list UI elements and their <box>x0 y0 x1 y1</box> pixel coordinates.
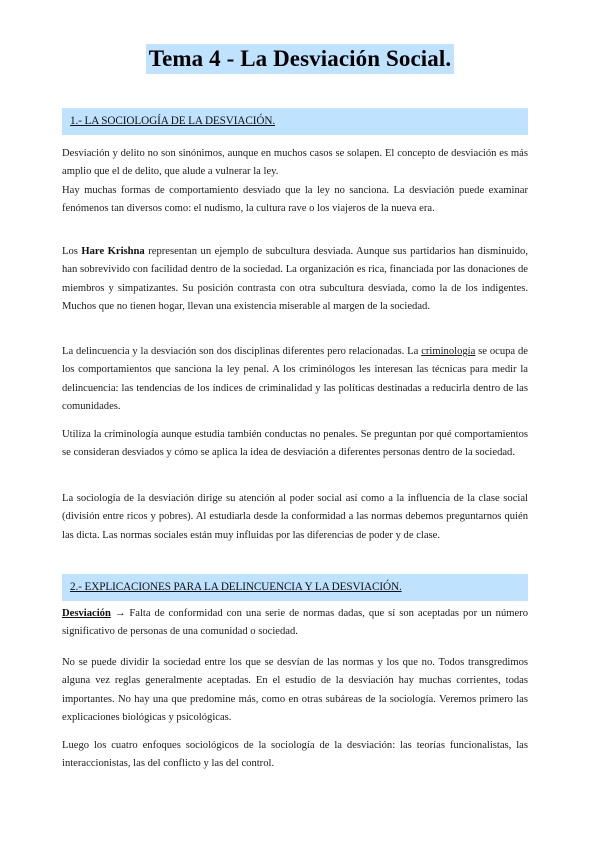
paragraph-2-2-text: No se puede dividir la sociedad entre los que se desvían de las normas y los que no. Todos transgredimos alguna vez reglas generalmente aceptadas. En el estudio de la desviación hay muchas corrientes, todas importantes. No hay una que predomine más, como en otras subáreas de la sociología. Veremos primero las explicaciones biológicas y psicológicas. <box>62 657 528 724</box>
paragraph-2-1 <box>62 605 528 642</box>
section-heading-1 <box>62 108 528 135</box>
paragraph-2-3-text: Luego los cuatro enfoques sociológicos de la sociología de la desviación: las teorías funcionalistas, las interaccionistas, las del conflicto y las del control. <box>62 740 528 770</box>
section-heading-2-text: 2.- EXPLICACIONES PARA LA DELINCUENCIA Y LA DESVIACIÓN. <box>70 581 402 593</box>
paragraph-1-1 <box>62 145 528 219</box>
paragraph-1-3-lead: La delincuencia y la desviación son dos disciplinas diferentes pero relacionadas. La <box>62 346 422 357</box>
paragraph-1-2 <box>62 243 528 317</box>
paragraph-1-4 <box>62 426 528 463</box>
section-heading-2 <box>62 574 528 601</box>
paragraph-2-3 <box>62 737 528 774</box>
paragraph-1-1-line1: Desviación y delito no son sinónimos, aunque en muchos casos se solapen. El concepto de desviación es más amplio que el de delito, que alude a vulnerar la ley. <box>62 148 528 178</box>
paragraph-1-3 <box>62 343 528 417</box>
paragraph-1-5-text: La sociología de la desviación dirige su atención al poder social así como a la influencia de la clase social (división entre ricos y pobres). Al estudiarla desde la conformidad a las normas debemos preguntarnos quién las dicta. Las normas sociales están muy influidas por las diferencias de poder y de clase. <box>62 493 528 541</box>
paragraph-1-3-rest: se ocupa de los comportamientos que sanciona la ley penal. A los criminólogos les interesan las técnicas para medir la delincuencia: las tendencias de los índices de criminalidad y las políticas destinadas a reducirla dentro de las comunidades. <box>62 346 528 413</box>
desviacion-term: Desviación <box>62 608 111 619</box>
paragraph-2-2 <box>62 654 528 728</box>
paragraph-1-2-rest: representan un ejemplo de subcultura desviada. Aunque sus partidarios han disminuido, han sobrevivido con facilidad dentro de la sociedad. La organización es rica, financiada por las donaciones de miembros y simpatizantes. Su posición contrasta con otra subcultura desviada, como la de los indigentes. Muchos que no tienen hogar, llevan una existencia miserable al margen de la sociedad. <box>62 246 528 313</box>
criminologia-term: criminología <box>421 346 476 357</box>
page-title: Tema 4 - La Desviación Social. <box>146 44 454 74</box>
paragraph-2-1-rest: Falta de conformidad con una serie de normas dadas, que sí son aceptadas por un número significativo de personas de una comunidad o sociedad. <box>62 608 529 638</box>
paragraph-1-1-line2: Hay muchas formas de comportamiento desviado que la ley no sanciona. La desviación puede examinar fenómenos tan diversos como: el nudismo, la cultura rave o los viajeros de la nueva era. <box>62 184 528 215</box>
paragraph-1-4-text: Utiliza la criminología aunque estudia también conductas no penales. Se preguntan por qué comportamientos se consideran desviados y cómo se aplica la idea de desviación a diferentes personas dentro de la sociedad. <box>62 429 528 459</box>
title-wrapper <box>0 44 600 74</box>
arrow-symbol: → <box>110 608 130 619</box>
hare-krishna-term: Hare Krishna <box>81 246 145 257</box>
paragraph-1-2-lead: Los <box>62 246 82 257</box>
section-heading-1-text: 1.- LA SOCIOLOGÍA DE LA DESVIACIÓN. <box>70 115 276 127</box>
paragraph-1-5 <box>62 490 528 545</box>
